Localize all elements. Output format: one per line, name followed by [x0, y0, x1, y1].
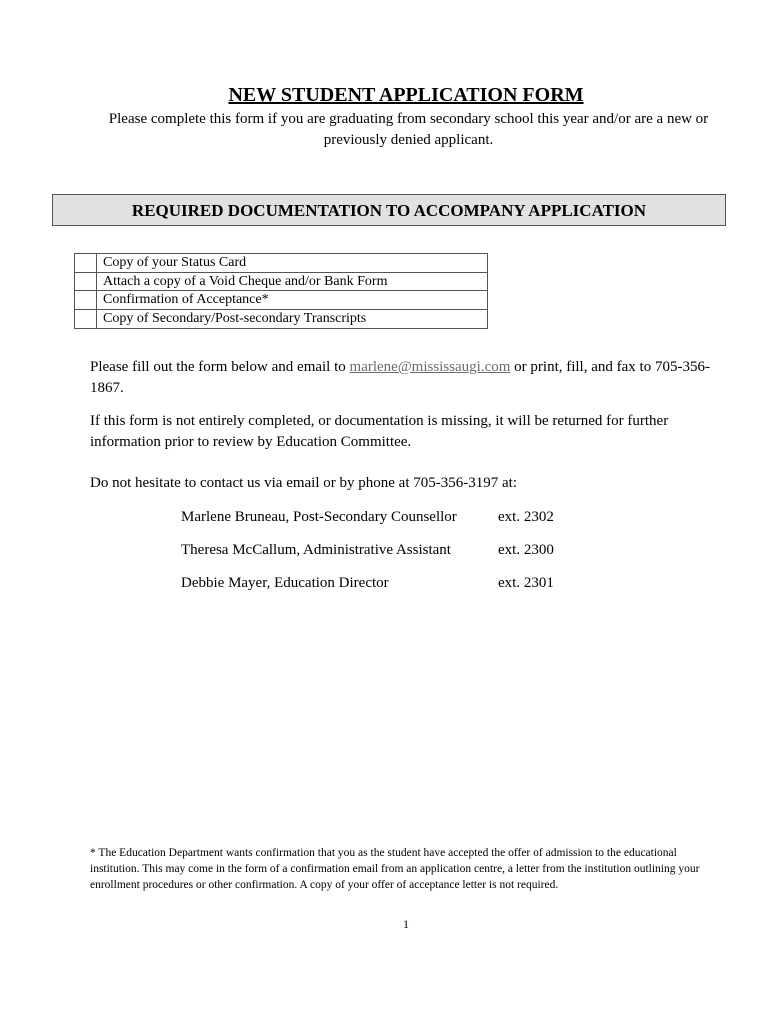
email-link[interactable]: marlene@mississaugi.com — [349, 359, 511, 375]
form-intro: Please complete this form if you are graduating from secondary school this year and/or are a new or previously denied applicant. — [108, 111, 709, 148]
acceptance-footnote: * The Education Department wants confirmation that you as the student have accepted the offer of admission to the educational institution. This may come in the form of a confirmation email from an application centre, a letter from the institution outlining your enrollment procedures or other confirmation. A copy of your offer of acceptance letter is not required. — [90, 847, 700, 891]
transcripts-checkbox[interactable] — [75, 310, 97, 329]
submission-instructions — [90, 357, 720, 399]
incomplete-notice: If this form is not entirely completed, or documentation is missing, it will be returned for further information prior to review by Education Committee. — [90, 413, 669, 450]
contact-name: Debbie Mayer, Education Director — [181, 575, 389, 591]
checklist-row-transcripts — [75, 310, 487, 329]
required-docs-checklist — [74, 253, 488, 329]
submit-prefix: Please fill out the form below and email to — [90, 359, 350, 375]
checklist-label: Copy of Secondary/Post-secondary Transcripts — [103, 310, 367, 326]
form-title: NEW STUDENT APPLICATION FORM — [228, 84, 584, 106]
checklist-label: Copy of your Status Card — [103, 255, 247, 270]
required-docs-heading: REQUIRED DOCUMENTATION TO ACCOMPANY APPLICATION — [52, 194, 726, 226]
checklist-label: Attach a copy of a Void Cheque and/or Bank Form — [103, 273, 388, 289]
contact-extension: ext. 2301 — [498, 575, 554, 591]
void-cheque-checkbox[interactable] — [75, 273, 97, 291]
checklist-row-status-card — [75, 254, 487, 273]
checklist-label: Confirmation of Acceptance* — [103, 292, 269, 307]
contact-intro: Do not hesitate to contact us via email or by phone at 705-356-3197 at: — [90, 475, 517, 491]
contact-name: Theresa McCallum, Administrative Assistant — [181, 542, 451, 558]
checklist-row-void-cheque — [75, 273, 487, 292]
contact-extension: ext. 2302 — [498, 509, 554, 525]
contact-extension: ext. 2300 — [498, 542, 554, 558]
contact-name: Marlene Bruneau, Post-Secondary Counsellor — [181, 509, 457, 525]
status-card-checkbox[interactable] — [75, 254, 97, 272]
acceptance-checkbox[interactable] — [75, 291, 97, 309]
submit-suffix: or print, fill, and fax to 705-356-1867. — [90, 359, 710, 396]
page-number: 1 — [403, 917, 409, 931]
checklist-row-acceptance — [75, 291, 487, 310]
